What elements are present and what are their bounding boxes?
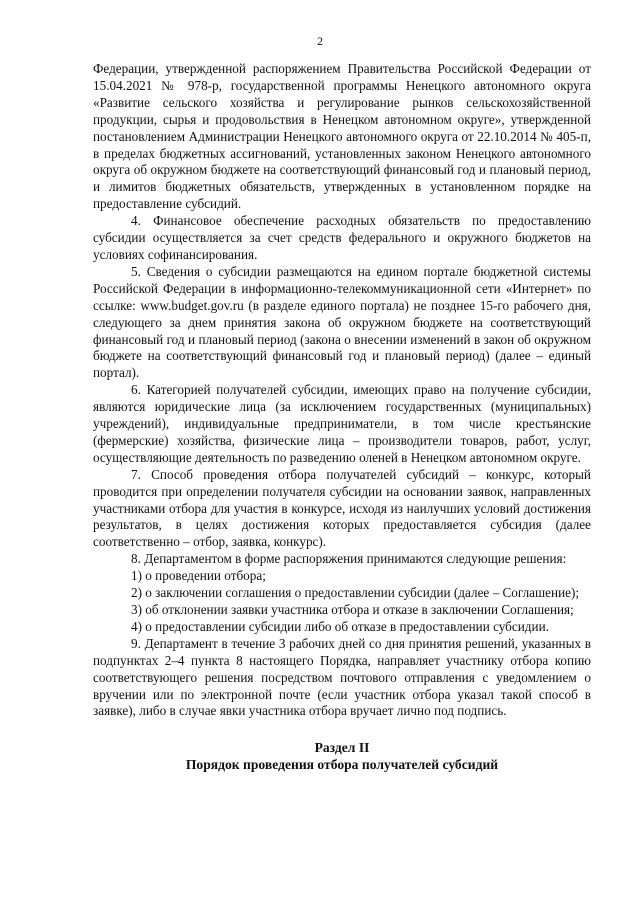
decision-item-1: 1) о проведении отбора; <box>131 568 266 584</box>
section-heading: Раздел II <box>314 740 370 755</box>
paragraph-7-selection-method: 7. Способ проведения отбора получателей субсидий – конкурс, который проводится при определении получателя субсидии на основании заявок, направленных участниками отбора для участия в конкурсе, исходя из наилучших условий достижения результатов, в целях достижения которых предоставляется субсидия (далее соответственно – отбор, заявка, конкурс). <box>93 466 591 550</box>
paragraph-continuation: Федерации, утвержденной распоряжением Правительства Российской Федерации от 15.04.2021 № 978-р, государственной программы Ненецкого автономного округа «Развитие сельского хозяйства и регулирование рынков сельскохозяйственной продукции, сырья и продовольствия в Ненецком автономном округе», утвержденной постановлением Администрации Ненецкого автономного округа от 22.10.2014 № 405-п, в пределах бюджетных ассигнований, установленных законом Ненецкого автономного округа об окружном бюджете на соответствующий финансовый год и плановый период, и лимитов бюджетных обязательств, утвержденных в установленном порядке на предоставление субсидий. <box>93 61 591 212</box>
decision-item-3: 3) об отклонении заявки участника отбора и отказе в заключении Соглашения; <box>131 602 574 617</box>
page-number: 2 <box>317 34 323 48</box>
paragraph-4-financing: 4. Финансовое обеспечение расходных обязательств по предоставлению субсидии осуществляется за счет средств федерального и окружного бюджетов на условиях софинансирования. <box>93 213 591 262</box>
section-title: Порядок проведения отбора получателей субсидий <box>185 757 499 772</box>
decision-item-4: 4) о предоставлении субсидии либо об отказе в предоставлении субсидии. <box>131 618 549 634</box>
paragraph-6-recipients: 6. Категорией получателей субсидии, имеющих право на получение субсидии, являются юридические лица (за исключением государственных (муниципальных) учреждений), индивидуальные предприниматели, в том числе крестьянские (фермерские) хозяйства, физические лица – производители товаров, работ, услуг, осуществляющие деятельность по разведению оленей в Ненецком автономном округе. <box>93 382 591 465</box>
paragraph-9-notification: 9. Департамент в течение 3 рабочих дней со дня принятия решений, указанных в подпунктах 2–4 пункта 8 настоящего Порядка, направляет участнику отбора копию соответствующего решения посредством почтового отправления с уведомлением о вручении или по электронной почте (если участник отбора указал такой способ в заявке), либо в случае явки участника отбора вручает лично под подпись. <box>93 635 591 719</box>
paragraph-5-portal: 5. Сведения о субсидии размещаются на едином портале бюджетной системы Российской Федерации в информационно-телекоммуникационной сети «Интернет» по ссылке: www.budget.gov.ru (в разделе единого портала) не позднее 15-го рабочего дня, следующего за днем принятия закона об окружном бюджете на соответствующий финансовый год и плановый период (закона о внесении изменений в закон об окружном бюджете на соответствующий финансовый год и плановый период) (далее – единый портал). <box>93 263 591 381</box>
document-body <box>93 61 591 720</box>
decision-item-2: 2) о заключении соглашения о предоставлении субсидии (далее – Соглашение); <box>131 585 580 601</box>
paragraph-8-decisions: 8. Департаментом в форме распоряжения принимаются следующие решения: <box>131 551 567 567</box>
